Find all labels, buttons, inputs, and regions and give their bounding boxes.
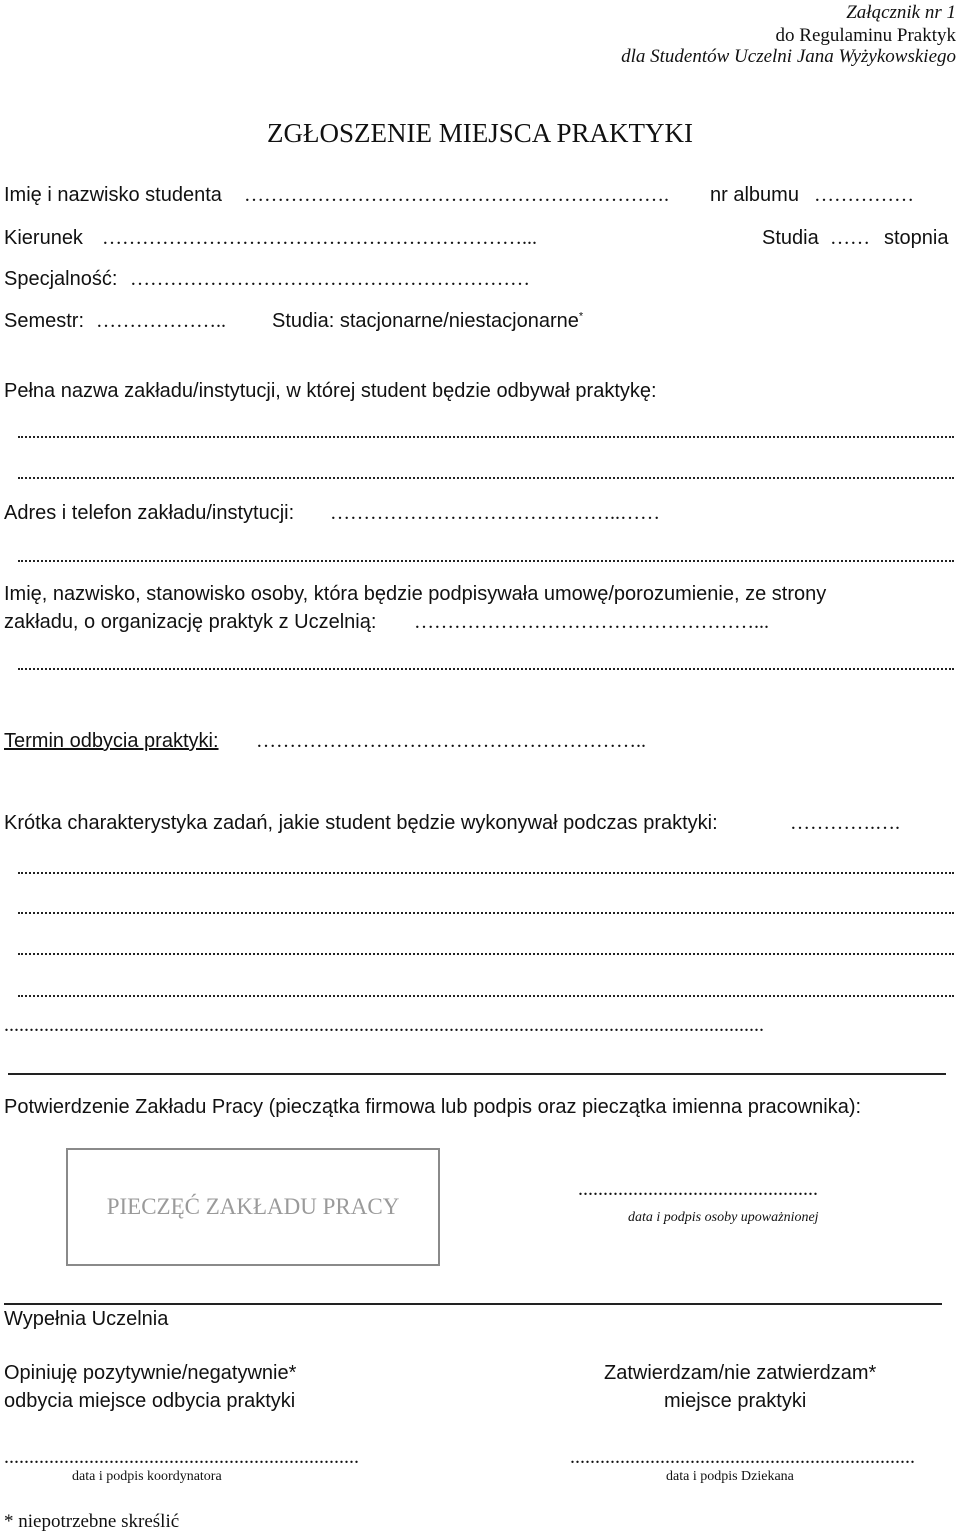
term-field[interactable]: …………………………………………………..: [256, 730, 646, 752]
specjalnosc-field[interactable]: ……………………………………………………: [130, 268, 530, 290]
opinion-line-1: Opiniuję pozytywnie/negatywnie*: [4, 1362, 297, 1384]
tasks-line-1[interactable]: [18, 872, 954, 874]
person-line-2[interactable]: [18, 668, 954, 670]
tasks-line-2[interactable]: [18, 912, 954, 914]
company-stamp-box[interactable]: [66, 1148, 440, 1266]
tasks-line-5[interactable]: ........................................................................................................................................................: [4, 1014, 764, 1036]
person-label-line-1: Imię, nazwisko, stanowisko osoby, która będzie podpisywała umowę/porozumienie, ze strony: [4, 583, 827, 605]
footnote: * niepotrzebne skreślić: [4, 1511, 180, 1532]
student-name-field[interactable]: ……………………………………………………….: [244, 184, 669, 206]
dean-signature-caption: data i podpis Dziekana: [666, 1469, 794, 1484]
term-label: Termin odbycia praktyki:: [4, 730, 219, 752]
tasks-field[interactable]: ………….….: [790, 812, 900, 834]
stopnia-label: stopnia: [884, 227, 949, 249]
kierunek-label: Kierunek: [4, 227, 83, 249]
confirmation-label: Potwierdzenie Zakładu Pracy (pieczątka firmowa lub podpis oraz pieczątka imienna pracownika):: [4, 1096, 862, 1118]
section-divider-1: [8, 1073, 946, 1075]
authorized-signature-caption: data i podpis osoby upoważnionej: [628, 1210, 819, 1225]
student-name-label: Imię i nazwisko studenta: [4, 184, 222, 206]
section-divider-2: [4, 1303, 942, 1305]
approval-line-2: miejsce praktyki: [664, 1390, 807, 1412]
person-label-line-2: zakładu, o organizację praktyk z Uczelnią:: [4, 611, 377, 633]
tasks-line-4[interactable]: [18, 995, 954, 997]
annex-university: dla Studentów Uczelni Jana Wyżykowskiego: [621, 46, 956, 67]
coordinator-signature-caption: data i podpis koordynatora: [72, 1469, 222, 1484]
company-stamp-text: PIECZĘĆ ZAKŁADU PRACY: [106, 1194, 400, 1219]
address-label: Adres i telefon zakładu/instytucji:: [4, 502, 295, 524]
annex-regulation: do Regulaminu Praktyk: [775, 25, 956, 46]
specjalnosc-label: Specjalność:: [4, 268, 118, 290]
study-mode-label: [272, 310, 583, 333]
kierunek-field[interactable]: ………………………………………………………...: [102, 227, 537, 249]
address-field[interactable]: ……………………………………..……: [330, 502, 660, 524]
approval-line-1: Zatwierdzam/nie zatwierdzam*: [604, 1362, 877, 1384]
tasks-line-3[interactable]: [18, 953, 954, 955]
dean-signature-field[interactable]: .....................................................................: [570, 1446, 915, 1468]
university-label: Wypełnia Uczelnia: [4, 1308, 169, 1330]
page-title: ZGŁOSZENIE MIEJSCA PRAKTYKI: [266, 118, 693, 148]
company-name-label: Pełna nazwa zakładu/instytucji, w której student będzie odbywał praktykę:: [4, 380, 657, 402]
semestr-field[interactable]: ………………..: [96, 310, 226, 332]
studia-label: Studia: [762, 227, 819, 249]
annex-number: Załącznik nr 1: [846, 2, 956, 23]
coordinator-signature-field[interactable]: .......................................................................: [4, 1446, 359, 1468]
album-label: nr albumu: [710, 184, 799, 206]
address-line-2[interactable]: [18, 560, 954, 562]
company-name-line-2[interactable]: [18, 477, 954, 479]
person-field[interactable]: ……………………………………………...: [414, 611, 769, 633]
study-mode-text: Studia: stacjonarne/niestacjonarne: [272, 310, 579, 332]
tasks-label: Krótka charakterystyka zadań, jakie student będzie wykonywał podczas praktyki:: [4, 812, 718, 834]
study-mode-asterisk: *: [578, 310, 584, 323]
company-name-line-1[interactable]: [18, 436, 954, 438]
album-field[interactable]: ……………: [814, 184, 914, 206]
studia-degree-field[interactable]: ……: [830, 227, 870, 249]
authorized-signature-field[interactable]: ................................................: [578, 1178, 818, 1200]
opinion-line-2: odbycia miejsce odbycia praktyki: [4, 1390, 296, 1412]
semestr-label: Semestr:: [4, 310, 85, 332]
